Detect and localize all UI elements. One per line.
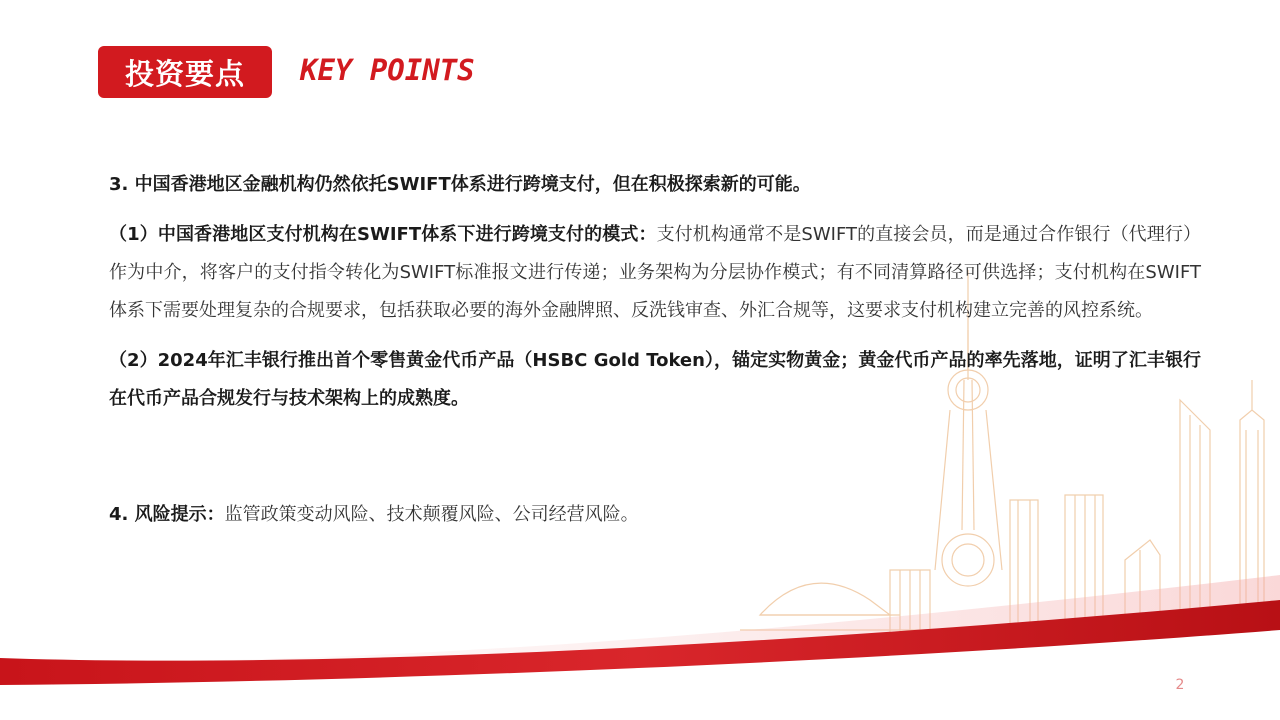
point-3-heading: 3. 中国香港地区金融机构仍然依托SWIFT体系进行跨境支付，但在积极探索新的可能。 [109,174,811,195]
sub-1-text: 支付机构通常不是SWIFT的直接会员，而是通过合作银行（代理行）作为中介，将客户的支付指令转化为SWIFT标准报文进行传递；业务架构为分层协作模式；有不同清算路径可供选择；支付机构在SWIFT体系下需要处理复杂的合规要求，包括获取必要的海外金融牌照、反洗钱审查、外汇合规等，这要求支付机构建立完善的风控系统。 [109,224,1201,321]
footer-red-wave [0,560,1280,720]
sub-1-title: （1）中国香港地区支付机构在SWIFT体系下进行跨境支付的模式： [109,224,657,245]
point-3-sub-2: （2）2024年汇丰银行推出首个零售黄金代币产品（HSBC Gold Token），锚定实物黄金；黄金代币产品的率先落地，证明了汇丰银行在代币产品合规发行与技术架构上的成熟度。 [109,350,1201,409]
section-title: 投资要点 [124,56,245,91]
point-4-risk [109,496,1201,534]
point-3-sub-1 [109,216,1201,330]
section-title-badge [98,46,272,98]
page-number: 2 [1175,677,1185,693]
risk-title: 4. 风险提示： [109,504,225,525]
section-subtitle-en: KEY POINTS [300,53,475,87]
risk-text: 监管政策变动风险、技术颠覆风险、公司经营风险。 [224,504,639,525]
main-content [109,166,1201,534]
